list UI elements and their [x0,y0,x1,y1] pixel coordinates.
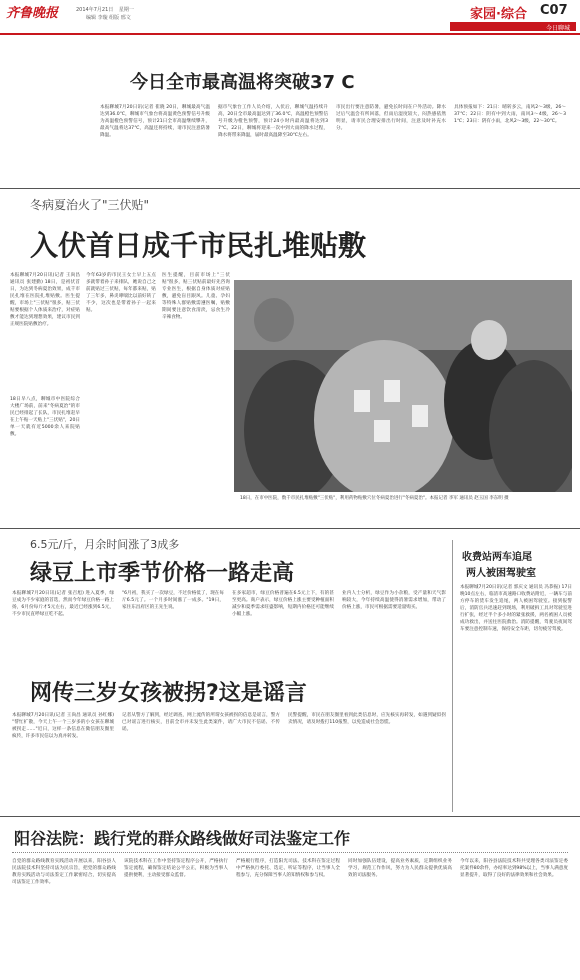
article-col: 业内人士分析，绿豆作为小杂粮，受产量和天气影响较大，今年持续高温使得消暑需求增加，带动了价格上涨，市民可根据需要适量购买。 [342,591,446,610]
headline-court: 阳谷法院：践行党的群众路线做好司法鉴定工作 [14,829,351,848]
article-col: 记者从警方了解到，经过调查，网上流传的所谓女孩被拐的信息是谣言，警方已对谣言进行核实，目前全市并未发生此类案件，请广大市民不信谣、不传谣。 [122,713,280,732]
article-col: 今年以来，阳谷县法院技术科共受理各类司法鉴定委托案件80余件，办结率达到98%以上，当事人满意度显著提升，取得了良好的法律效果和社会效果。 [460,859,568,878]
editor-credits: 编辑 李璇 组版 邢文 [86,15,131,21]
newspaper-logo: 齐鲁晚报 [6,6,59,21]
section-title: 家园·综合 [470,7,527,22]
article-sanfu [10,272,230,520]
masthead [0,0,580,38]
article-col: 本报聊城7月20日讯(记者 崔晓 20日，聊城最高气温达到36.0℃，聊城市气象台将高温黄色预警信号升级为高温橙色预警信号，预计21日全市高温继续攀升，最高气温将达37℃，高温还将持续，请市民注意防暑降温。 [100,105,210,138]
article-col: 本报聊城7月20日讯(记者 王尚昌 通讯员 孙红娜) "帮忙扩散，今天上午一个三岁多的小女孩在聊城被拐走……"近日，这样一条信息在微信朋友圈里疯传，许多市民信以为真并转发。 [12,713,114,739]
article-col: 本报聊城7月20日讯(记者 王尚昌 通讯员 张建勤) 18日，是初伏首日，为达到冬病夏治效果，成千市民扎堆在医院扎堆贴敷。医生提醒，市场上"三伏贴"很多，贴三伏贴要根据个人体质来治疗，对症贴敷才能达到理想效果，建议市民到正规医院贴敷治疗。 [10,273,80,327]
article-col: 具体预报如下：21日：晴转多云，南风2～3级，26～37℃；22日：阴有中到大雨，南风3～4级，26～31℃；23日：阴有小雨，北风2～3级，22～30℃。 [454,105,566,124]
article-col: 该院技术科在工作中坚持鉴定程序公开，严格执行鉴定流程，确保鉴定结论公平公正，积极为当事人提供便利，主动接受群众监督。 [124,859,228,878]
article-col: 在多家超市，绿豆价格普遍在6.5元上下，有的甚至更高。商户表示，绿豆价格上涨主要受种植面积减少和夏季需求旺盛影响，短期内价格还可能继续小幅上涨。 [232,591,334,617]
kicker-mung-bean: 6.5元/斤，月余时间涨了3成多 [30,538,180,551]
edition-bar [450,22,576,31]
news-photo [234,280,572,492]
article-mung-bean [12,590,448,666]
article-col: 18日早八点，聊城市中医院综合大楼广场前，前来"冬病夏治"的市民已经排起了长队，市民扎堆赶早在上午贴一天贴上"三伏贴"，20日单一天就有近5000余人来院贴敷。 [10,397,80,437]
article-col: 本报聊城7月20日讯(记者 张召旭) 进入夏季，绿豆成为不少家庭的首选，然而今年绿豆价格一路上扬，6月份每斤才5元左右，最近已经涨到6.5元，不少市民直呼绿豆吃不起。 [12,591,114,617]
kicker-sanfu: 冬病夏治火了"三伏贴" [30,198,150,212]
article-col: "6月初，我买了一次绿豆，不过价格低了，现在每斤6.5元了。一个月多时间涨了一成多。"19日，家住东昌府区的王先生说。 [122,591,224,610]
article-col: 同时加强队伍建设，提高业务素质，定期组织业务学习，规范工作作风，努力为人民群众提供优质高效的司法服务。 [348,859,452,878]
issue-date: 2014年7月21日 [76,7,114,13]
sidebar-headline-2: 两人被困驾驶室 [466,568,536,579]
headline-mung-bean: 绿豆上市季节价格一路走高 [30,561,295,586]
article-col: 医生提醒，目前市场上"三伏贴"很多，贴三伏贴前最好先咨询专业医生，根据自身体质对症贴敷，避免盲目跟风。儿童、孕妇等特殊人群贴敷需遵医嘱，贴敷期间要注意饮食清淡，忌食生冷辛辣食物。 [162,273,230,320]
issue-weekday: 星期一 [118,7,134,13]
page-number: C07 [540,3,568,18]
article-col: 严格履行程序，打造阳光司法。技术科在鉴定过程中严格执行委托、选定、听证等程序，让当事人全程参与，充分保障当事人的知情权和参与权。 [236,859,340,878]
article-court [12,858,570,974]
headline-rumor: 网传三岁女孩被拐?这是谣言 [30,681,307,706]
sidebar-headline-1: 收费站两车追尾 [462,552,532,563]
article-col: 今年63岁的市民王女士早上五点多就带着孙子来排队，她说自己之前就贴过三伏贴，每年都来贴，贴了三年多，鼻炎哮喘比以前好转了不少，这次也是带着孙子一起来贴。 [86,273,156,313]
headline-high-temp: 今日全市最高温将突破37 C [130,72,355,93]
article-col: 市民出行要注意防暑，避免长时间在户外活动。降水过后气温会有所回落，但雨后湿度较大，闷热感依然明显，请市民合理安排出行时间，注意及时补充水分。 [336,105,446,131]
article-col: 自党的群众路线教育实践活动开展以来，阳谷县人民法院技术科坚持司法为民宗旨，把党的群众路线教育实践活动与司法鉴定工作紧密结合，切实提高司法鉴定工作效率。 [12,859,116,885]
photo-caption: 18日，在市中医院，数千市民扎堆贴敷"三伏贴"，利用药物贴敷穴位冬病夏治进行"冬病夏治"。本报记者 李军 通讯员 赵玉国 李东明 摄 [240,496,509,501]
article-rumor [12,712,448,812]
headline-sanfu: 入伏首日成千市民扎堆贴敷 [30,229,367,262]
article-high-temp [100,104,570,184]
sidebar-article: 本报聊城7月20日讯(记者 郭庆文 通讯员 冯恭振) 17日晚10点左右，临清市高速路口收费站附近，一辆车与前方停车的货车发生追尾，两人被困驾驶室。接到报警后，消防官兵迅速赶到现场，利用破拆工具对驾驶室进行扩张，经过半个多小时的紧张救援，两名被困人员被成功救出，并送往医院救治。消防提醒，驾驶员夜间驾车要注意控制车速，保持安全车距，切勿疲劳驾驶。 [460,585,572,632]
article-col: 民警提醒，市民在朋友圈里看到此类信息时，应先核实再转发，如遇到疑似拐卖情况，请及时拨打110报警，以免造成社会恐慌。 [288,713,446,725]
edition-label: 今日聊城 [545,25,570,32]
article-col: 据市气象台工作人员介绍，入伏后，聊城气温持续升高，20日全市最高温达到了36.0℃，高温橙色预警信号升级为橙色预警，预计24小时内最高温将达到37℃。22日，聊城将迎来一次中到大雨的降水过程，降水将带来降温，届时最高温降至30℃左右。 [218,105,328,138]
